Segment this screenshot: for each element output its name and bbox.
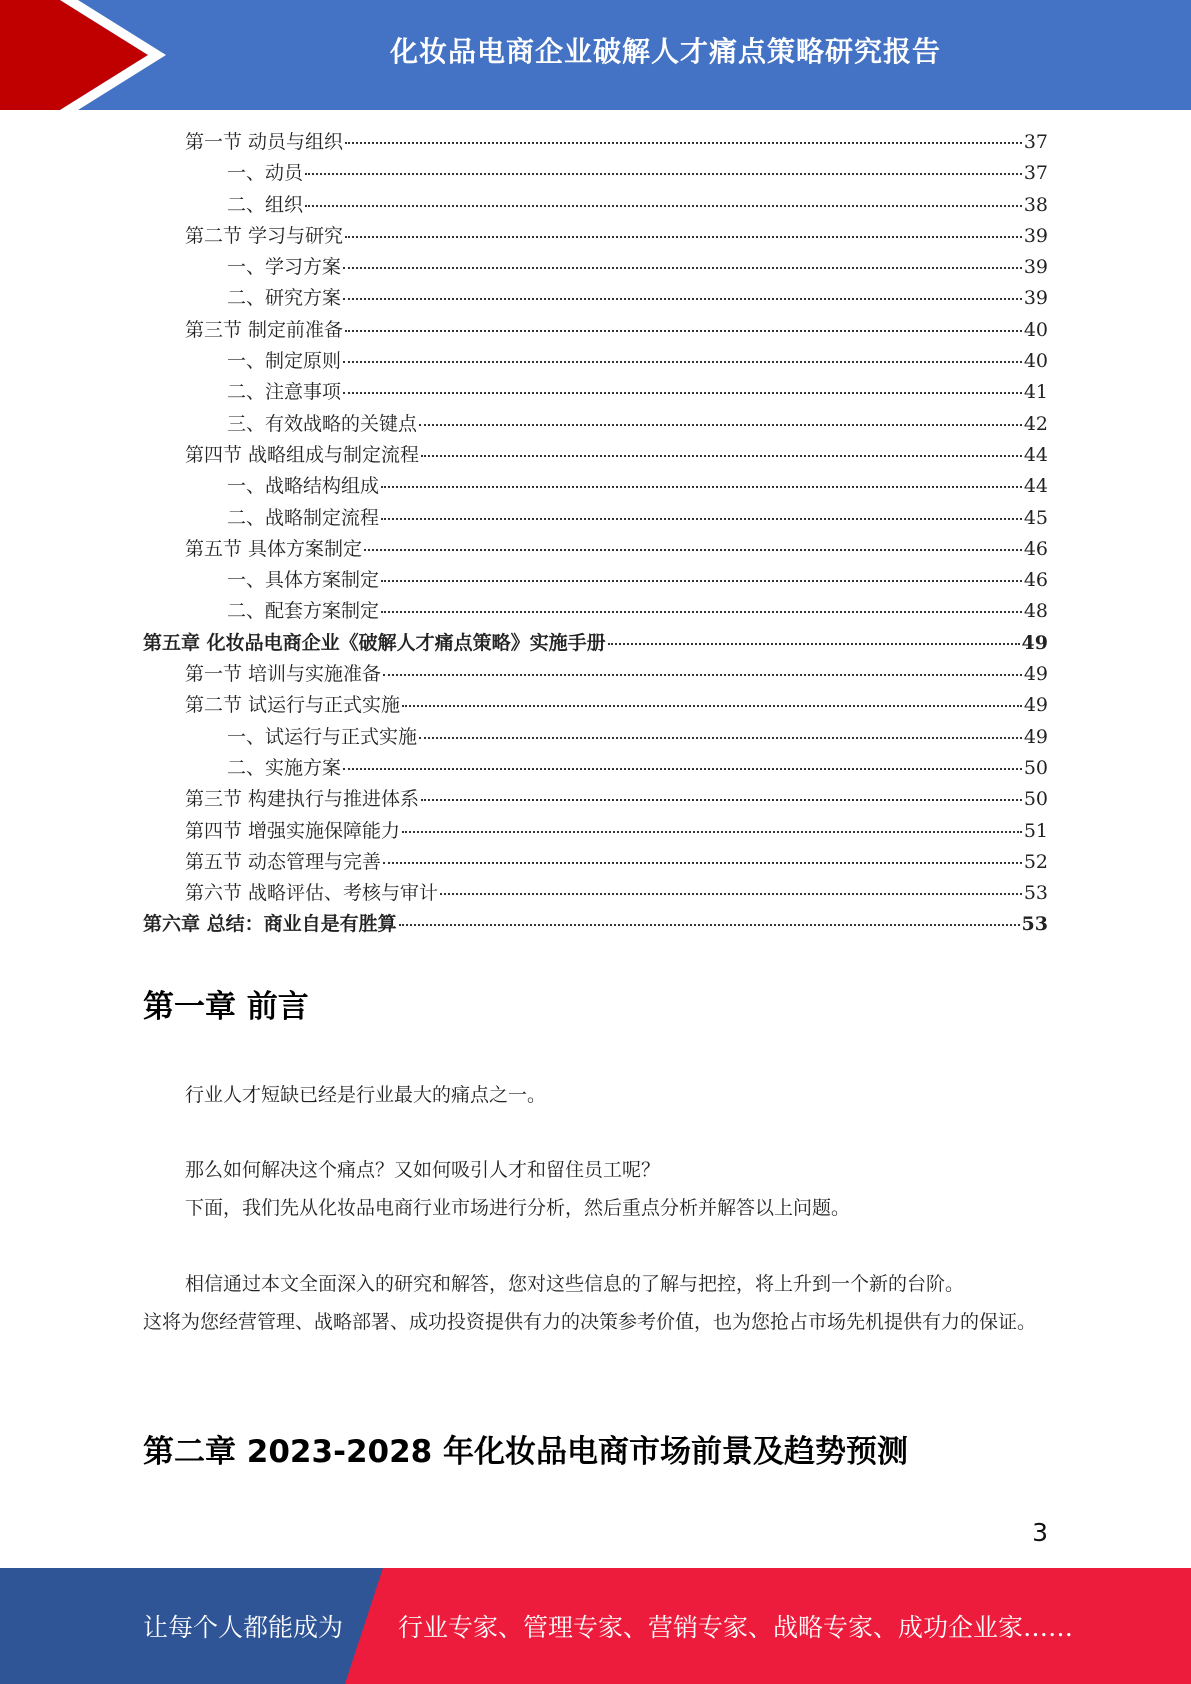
toc-dot-leader: [381, 486, 1022, 488]
toc-entry[interactable]: [143, 847, 1048, 878]
toc-entry[interactable]: [143, 596, 1048, 627]
toc-entry-page: 46: [1023, 569, 1048, 592]
table-of-contents: [143, 127, 1048, 941]
toc-entry-label: 一、动员: [227, 162, 304, 185]
toc-entry-page: 40: [1023, 350, 1048, 373]
toc-entry-label: 第五节 具体方案制定: [185, 537, 363, 560]
toc-entry[interactable]: [143, 127, 1048, 158]
toc-entry-page: 51: [1023, 819, 1048, 842]
paragraph-4-rest: 这将为您经营管理、战略部署、成功投资提供有力的决策参考价值，也为您抢占市场先机提供有力的保证。: [143, 1311, 1037, 1333]
toc-entry-label: 第五节 动态管理与完善: [185, 850, 382, 873]
toc-dot-leader: [440, 893, 1022, 895]
toc-entry-label: 一、制定原则: [227, 350, 342, 373]
paragraph-2-text: 那么如何解决这个痛点？又如何吸引人才和留住员工呢？: [185, 1159, 661, 1181]
toc-entry-page: 53: [1021, 913, 1048, 936]
paragraph-1: [143, 1076, 1048, 1114]
toc-entry-page: 49: [1021, 631, 1048, 654]
toc-dot-leader: [419, 737, 1022, 739]
paragraph-2: [143, 1151, 1048, 1189]
toc-entry-page: 50: [1023, 788, 1048, 811]
toc-dot-leader: [402, 705, 1022, 707]
toc-entry-label: 一、具体方案制定: [227, 569, 380, 592]
toc-entry-page: 53: [1023, 882, 1048, 905]
toc-entry-page: 42: [1023, 412, 1048, 435]
toc-entry[interactable]: [143, 659, 1048, 690]
toc-dot-leader: [381, 611, 1022, 613]
toc-dot-leader: [343, 361, 1022, 363]
toc-entry-label: 二、注意事项: [227, 381, 342, 404]
toc-entry-label: 一、试运行与正式实施: [227, 725, 418, 748]
toc-entry-label: 第二节 学习与研究: [185, 224, 344, 247]
toc-entry[interactable]: [143, 565, 1048, 596]
toc-entry-page: 37: [1023, 162, 1048, 185]
toc-entry[interactable]: [143, 503, 1048, 534]
paragraph-3-text: 下面，我们先从化妆品电商行业市场进行分析，然后重点分析并解答以上问题。: [185, 1197, 851, 1219]
toc-dot-leader: [402, 831, 1022, 833]
toc-dot-leader: [381, 580, 1022, 582]
toc-entry[interactable]: [143, 283, 1048, 314]
toc-entry[interactable]: [143, 753, 1048, 784]
paragraph-4-first-line: 相信通过本文全面深入的研究和解答，您对这些信息的了解与把控，将上升到一个新的台阶。: [185, 1273, 965, 1295]
toc-entry-page: 45: [1023, 506, 1048, 529]
toc-entry[interactable]: [143, 471, 1048, 502]
paragraph-3: [143, 1189, 1048, 1227]
toc-dot-leader: [383, 862, 1022, 864]
toc-entry-label: 第六章 总结：商业自是有胜算: [143, 913, 397, 936]
toc-entry[interactable]: [143, 784, 1048, 815]
toc-dot-leader: [345, 236, 1022, 238]
toc-entry-page: 40: [1023, 318, 1048, 341]
toc-dot-leader: [305, 173, 1022, 175]
toc-dot-leader: [608, 643, 1020, 645]
page-header: [0, 0, 1191, 110]
toc-entry-page: 48: [1023, 600, 1048, 623]
toc-entry-label: 二、战略制定流程: [227, 506, 380, 529]
toc-dot-leader: [364, 549, 1022, 551]
header-title: 化妆品电商企业破解人才痛点策略研究报告: [389, 35, 941, 68]
toc-entry[interactable]: [143, 158, 1048, 189]
toc-dot-leader: [399, 924, 1020, 926]
toc-entry-label: 第一节 培训与实施准备: [185, 663, 382, 686]
toc-dot-leader: [305, 205, 1022, 207]
toc-entry[interactable]: [143, 409, 1048, 440]
toc-entry-label: 第二节 试运行与正式实施: [185, 694, 401, 717]
toc-entry-label: 第四节 战略组成与制定流程: [185, 443, 420, 466]
toc-entry-label: 二、配套方案制定: [227, 600, 380, 623]
toc-entry-label: 第三节 制定前准备: [185, 318, 344, 341]
toc-entry[interactable]: [143, 878, 1048, 909]
toc-entry-label: 二、组织: [227, 193, 304, 216]
toc-entry-page: 38: [1023, 193, 1048, 216]
toc-entry-label: 第四节 增强实施保障能力: [185, 819, 401, 842]
toc-entry-page: 44: [1023, 443, 1048, 466]
toc-dot-leader: [343, 298, 1022, 300]
toc-entry-page: 44: [1023, 475, 1048, 498]
toc-entry-label: 一、学习方案: [227, 256, 342, 279]
toc-entry[interactable]: [143, 690, 1048, 721]
toc-entry[interactable]: [143, 190, 1048, 221]
toc-entry[interactable]: [143, 252, 1048, 283]
paragraph-4: [143, 1265, 1048, 1341]
toc-dot-leader: [383, 674, 1022, 676]
toc-dot-leader: [345, 142, 1022, 144]
toc-entry-page: 39: [1023, 287, 1048, 310]
toc-entry[interactable]: [143, 534, 1048, 565]
chapter-2-title: 第二章 2023-2028 年化妆品电商市场前景及趋势预测: [143, 1434, 909, 1470]
toc-entry-page: 46: [1023, 537, 1048, 560]
footer-slogan-left: 让每个人都能成为: [143, 1613, 344, 1642]
toc-entry-page: 49: [1023, 725, 1048, 748]
toc-entry[interactable]: [143, 346, 1048, 377]
toc-entry[interactable]: [143, 816, 1048, 847]
toc-entry-label: 第五章 化妆品电商企业《破解人才痛点策略》实施手册: [143, 631, 606, 654]
chapter-1-title: 第一章 前言: [143, 989, 309, 1025]
toc-entry-page: 52: [1023, 850, 1048, 873]
toc-entry[interactable]: [143, 377, 1048, 408]
toc-entry[interactable]: [143, 909, 1048, 940]
toc-entry-page: 39: [1023, 224, 1048, 247]
toc-entry-label: 三、有效战略的关键点: [227, 412, 418, 435]
toc-dot-leader: [343, 768, 1022, 770]
toc-dot-leader: [381, 518, 1022, 520]
toc-entry-label: 第一节 动员与组织: [185, 131, 344, 153]
toc-entry-page: 41: [1023, 381, 1048, 404]
toc-entry-label: 一、战略结构组成: [227, 475, 380, 498]
toc-dot-leader: [421, 455, 1022, 457]
toc-dot-leader: [345, 330, 1022, 332]
toc-dot-leader: [419, 424, 1022, 426]
toc-dot-leader: [343, 392, 1022, 394]
toc-entry-page: 37: [1023, 131, 1048, 153]
toc-entry[interactable]: [143, 315, 1048, 346]
toc-entry-label: 二、实施方案: [227, 756, 342, 779]
toc-dot-leader: [421, 799, 1022, 801]
toc-entry-label: 二、研究方案: [227, 287, 342, 310]
toc-entry[interactable]: [143, 440, 1048, 471]
page-number: 3: [1032, 1518, 1048, 1547]
toc-entry[interactable]: [143, 628, 1048, 659]
paragraph-1-text: 行业人才短缺已经是行业最大的痛点之一。: [185, 1084, 547, 1106]
toc-entry-label: 第三节 构建执行与推进体系: [185, 788, 420, 811]
page-footer: [0, 1568, 1191, 1684]
toc-entry-label: 第六节 战略评估、考核与审计: [185, 882, 439, 905]
toc-entry-page: 49: [1023, 663, 1048, 686]
toc-dot-leader: [343, 267, 1022, 269]
toc-entry-page: 39: [1023, 256, 1048, 279]
toc-entry[interactable]: [143, 221, 1048, 252]
toc-entry-page: 49: [1023, 694, 1048, 717]
toc-entry-page: 50: [1023, 756, 1048, 779]
footer-slogan-right: 行业专家、管理专家、营销专家、战略专家、成功企业家……: [398, 1613, 1074, 1642]
toc-entry[interactable]: [143, 722, 1048, 753]
